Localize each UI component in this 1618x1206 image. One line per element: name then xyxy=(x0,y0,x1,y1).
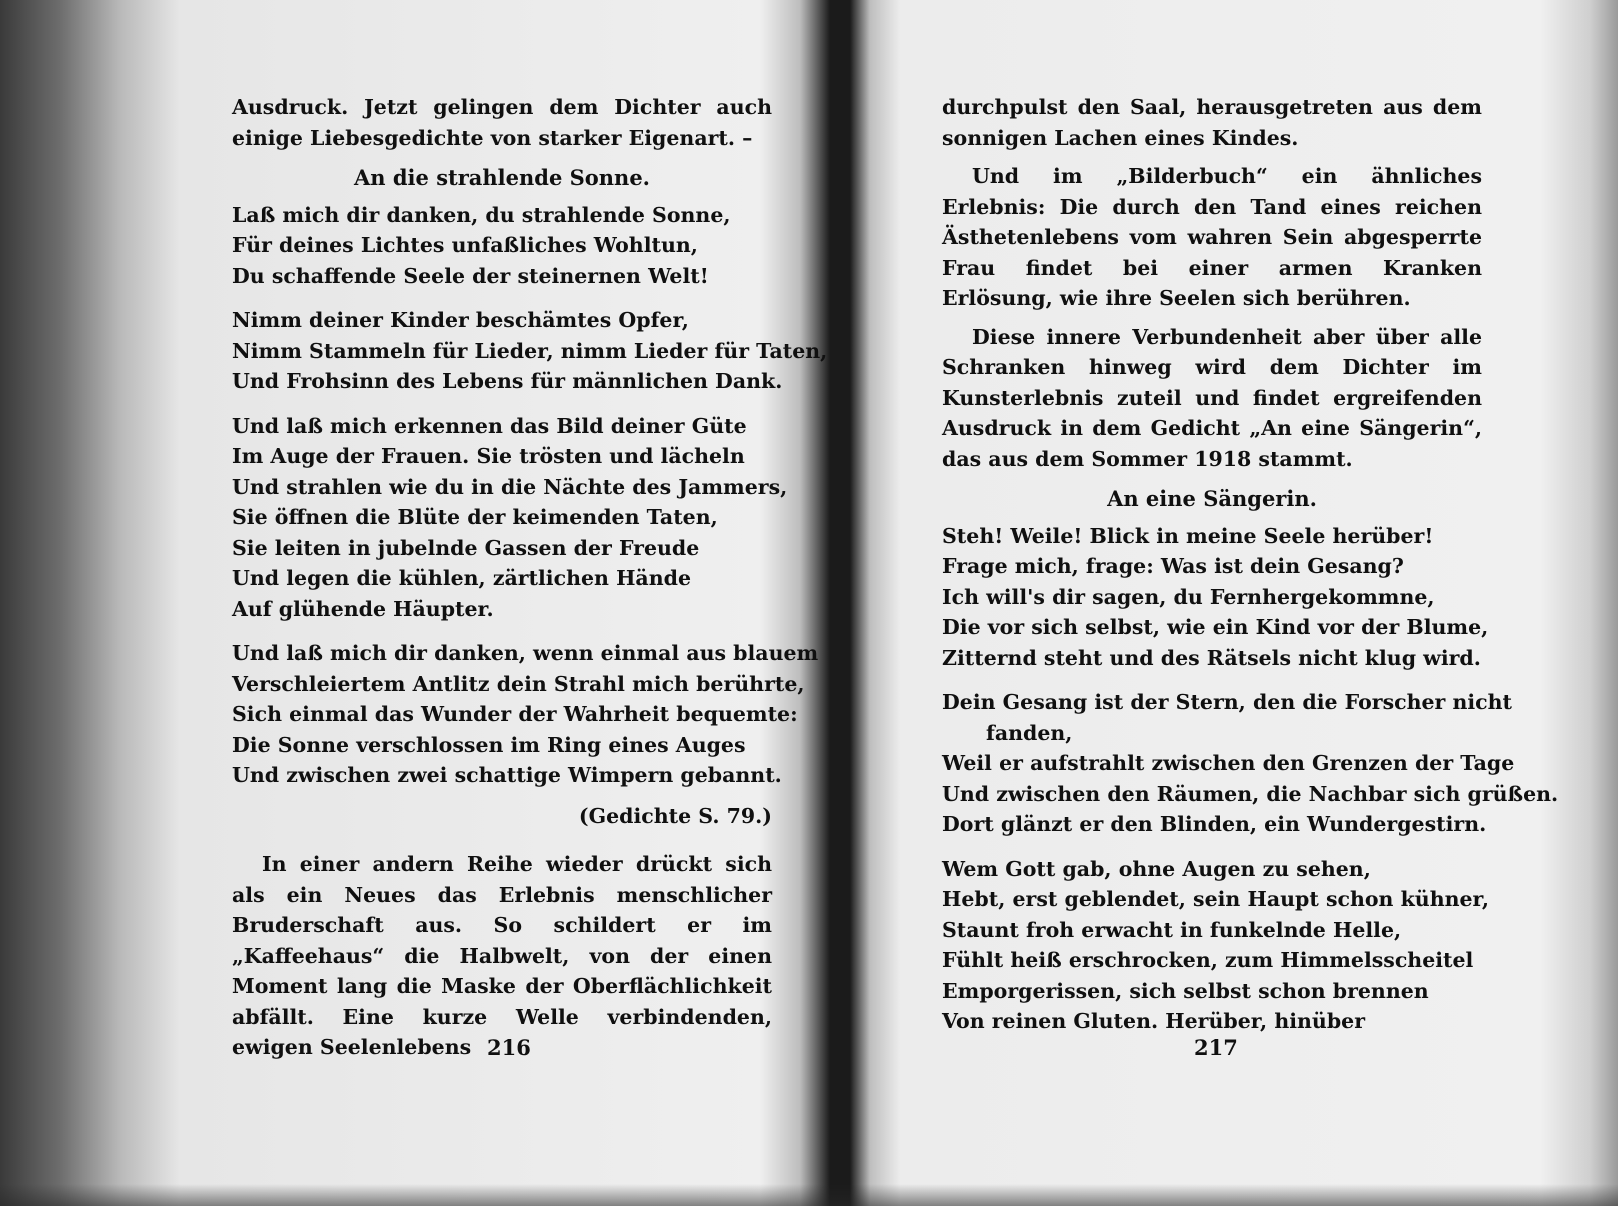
poem-line: Frage mich, frage: Was ist dein Gesang? xyxy=(942,554,1404,578)
poem-line: Und zwischen zwei schattige Wimpern gebannt. xyxy=(232,763,782,787)
poem-line: Die vor sich selbst, wie ein Kind vor der Blume, xyxy=(942,615,1489,639)
poem-line: Und zwischen den Räumen, die Nachbar sich grüßen. xyxy=(942,781,1559,806)
poem-line: Sich einmal das Wunder der Wahrheit bequemte: xyxy=(232,702,798,726)
right-paragraph-1: durchpulst den Saal, herausgetreten aus dem sonnigen Lachen eines Kindes. xyxy=(942,95,1482,150)
page-number-left: 216 xyxy=(487,1035,531,1060)
paragraph-gap xyxy=(942,153,1482,161)
right-poem-title: An eine Sängerin. xyxy=(1107,486,1317,511)
right-stanza-2 xyxy=(942,687,1559,840)
poem-line: Steh! Weile! Blick in meine Seele herüber! xyxy=(942,523,1434,548)
poem-line: Dein Gesang ist der Stern, den die Forscher nicht xyxy=(942,690,1513,714)
poem-line: Auf glühende Häupter. xyxy=(232,596,494,621)
poem-line: Für deines Lichtes unfaßliches Wohltun, xyxy=(232,233,698,257)
right-paragraph-2: Und im „Bilderbuch“ ein ähnliches Erlebnis: Die durch den Tand eines reichen Ästhetenlebens vom wahren Sein abgesperrte Frau findet bei einer armen Kranken Erlösung, wie ihre Seelen sich berühren. xyxy=(942,164,1482,310)
page-bottom-shadow xyxy=(0,1184,1618,1206)
poem-line: Hebt, erst geblendet, sein Haupt schon kühner, xyxy=(942,887,1490,911)
poem-line: Dort glänzt er den Blinden, ein Wundergestirn. xyxy=(942,812,1487,836)
poem-line: Nimm deiner Kinder beschämtes Opfer, xyxy=(232,308,689,332)
right-page xyxy=(942,92,1559,1051)
left-closing-paragraph: In einer andern Reihe wieder drückt sich als ein Neues das Erlebnis menschlicher Bruderschaft aus. So schildert er im „Kaffeehaus“ die Halbwelt, von der einen Moment lang die Maske der Oberflächlichkeit abfällt. Eine kurze Welle verbindenden, ewigen Seelenlebens xyxy=(232,852,772,1059)
poem-line: Sie leiten in jubelnde Gassen der Freude xyxy=(232,535,700,560)
poem-line: Staunt froh erwacht in funkelnde Helle, xyxy=(942,917,1402,942)
poem-line: Ich will's dir sagen, du Fernhergekommne, xyxy=(942,584,1435,609)
poem-line: Laß mich dir danken, du strahlende Sonne, xyxy=(232,202,731,227)
poem-line: Du schaffende Seele der steinernen Welt! xyxy=(232,263,709,288)
right-paragraph-3: Diese innere Verbundenheit aber über alle Schranken hinweg wird dem Dichter im Kunsterlebnis zuteil und findet ergreifenden Ausdruck in dem Gedicht „An eine Sängerin“, das aus dem Sommer 1918 stammt. xyxy=(942,324,1482,471)
citation: (Gedichte S. 79.) xyxy=(578,803,772,828)
left-stanza-2 xyxy=(232,305,828,397)
poem-line: Fühlt heiß erschrocken, zum Himmelsscheitel xyxy=(942,948,1474,972)
left-stanza-4 xyxy=(232,638,819,791)
poem-line: Und legen die kühlen, zärtlichen Hände xyxy=(232,566,691,590)
paragraph-gap xyxy=(942,314,1482,322)
poem-line: Verschleiertem Antlitz dein Strahl mich berührte, xyxy=(232,671,805,696)
poem-line: Wem Gott gab, ohne Augen zu sehen, xyxy=(942,856,1371,881)
left-stanza-3 xyxy=(232,411,788,625)
left-intro-paragraph: Ausdruck. Jetzt gelingen dem Dichter auch einige Liebesgedichte von starker Eigenart. – xyxy=(232,95,772,150)
poem-line: Emporgerissen, sich selbst schon brennen xyxy=(942,978,1429,1003)
right-stanza-3 xyxy=(942,854,1490,1037)
poem-line: Sie öffnen die Blüte der keimenden Taten, xyxy=(232,505,718,529)
poem-line: Zitternd steht und des Rätsels nicht klug wird. xyxy=(942,645,1481,670)
right-stanza-1 xyxy=(942,521,1489,674)
poem-line: Und strahlen wie du in die Nächte des Jammers, xyxy=(232,474,788,499)
poem-line: Von reinen Gluten. Herüber, hinüber xyxy=(942,1009,1366,1033)
poem-line: Und laß mich erkennen das Bild deiner Güte xyxy=(232,413,747,438)
left-page xyxy=(232,92,828,1063)
page-number-right: 217 xyxy=(1194,1035,1238,1060)
poem-line: Nimm Stammeln für Lieder, nimm Lieder für Taten, xyxy=(232,338,828,363)
left-poem-title: An die strahlende Sonne. xyxy=(353,165,650,190)
poem-line: Weil er aufstrahlt zwischen den Grenzen der Tage xyxy=(942,751,1515,775)
poem-line: Die Sonne verschlossen im Ring eines Auges xyxy=(232,732,746,757)
poem-line: Und Frohsinn des Lebens für männlichen Dank. xyxy=(232,369,783,393)
left-stanza-1 xyxy=(232,200,772,292)
poem-line: Und laß mich dir danken, wenn einmal aus blauem xyxy=(232,641,819,665)
poem-line-continuation: fanden, xyxy=(986,720,1073,745)
poem-line: Im Auge der Frauen. Sie trösten und lächeln xyxy=(232,444,745,468)
